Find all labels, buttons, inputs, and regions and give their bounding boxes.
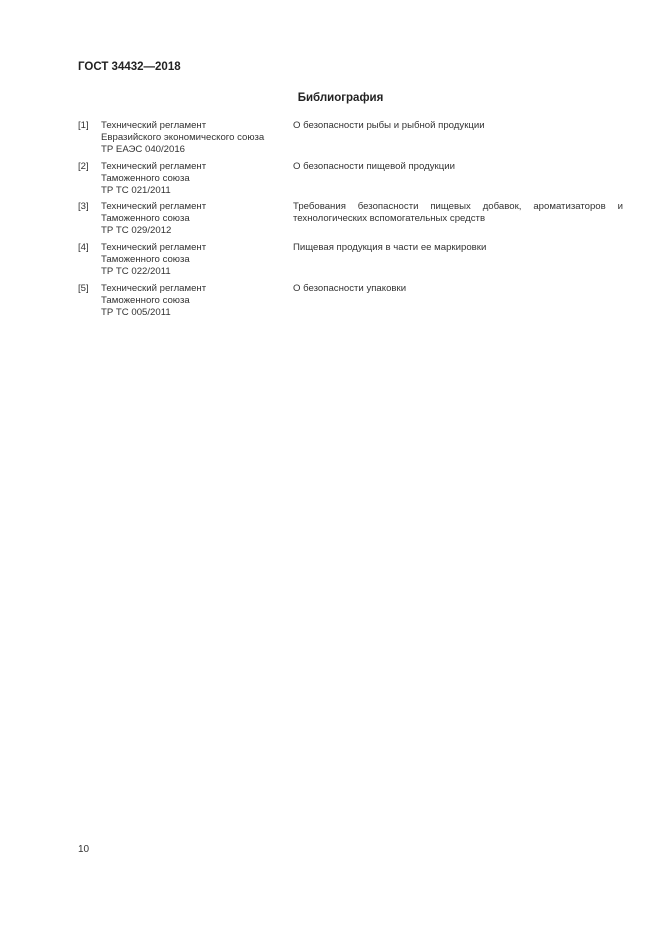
source-line: Технический регламент (101, 161, 207, 172)
entry-source (101, 283, 291, 319)
entry-number: [2] (78, 161, 89, 172)
source-line: ТР ТС 022/2011 (101, 266, 171, 277)
source-line: Технический регламент (101, 201, 207, 212)
entry-source (101, 242, 291, 278)
document-header: ГОСТ 34432—2018 (78, 61, 181, 73)
source-line: Таможенного союза (101, 173, 190, 184)
source-line: Технический регламент (101, 242, 207, 253)
entry-source (101, 120, 291, 156)
source-line: Евразийского экономического союза (101, 132, 265, 143)
source-line: ТР ТС 021/2011 (101, 185, 171, 196)
source-line: ТР ТС 029/2012 (101, 225, 172, 236)
source-line: Таможенного союза (101, 213, 190, 224)
entry-title: Требования безопасности пищевых добавок, ароматизаторов и технологических вспомогательных средств (293, 201, 623, 224)
entry-number: [5] (78, 283, 89, 294)
source-line: ТР ТС 005/2011 (101, 307, 171, 318)
entry-number: [3] (78, 201, 89, 212)
entry-title: О безопасности упаковки (293, 283, 407, 294)
entry-title: О безопасности пищевой продукции (293, 161, 455, 172)
source-line: Таможенного союза (101, 295, 190, 306)
entry-number: [4] (78, 242, 89, 253)
source-line: Технический регламент (101, 120, 207, 131)
entry-number: [1] (78, 120, 89, 131)
entry-title: Пищевая продукция в части ее маркировки (293, 242, 487, 253)
entry-source (101, 201, 291, 237)
source-line: ТР ЕАЭС 040/2016 (101, 144, 186, 155)
entry-source (101, 161, 291, 197)
page-number: 10 (78, 844, 90, 855)
section-title: Библиография (297, 92, 384, 104)
source-line: Таможенного союза (101, 254, 190, 265)
source-line: Технический регламент (101, 283, 207, 294)
entry-title: О безопасности рыбы и рыбной продукции (293, 120, 485, 131)
